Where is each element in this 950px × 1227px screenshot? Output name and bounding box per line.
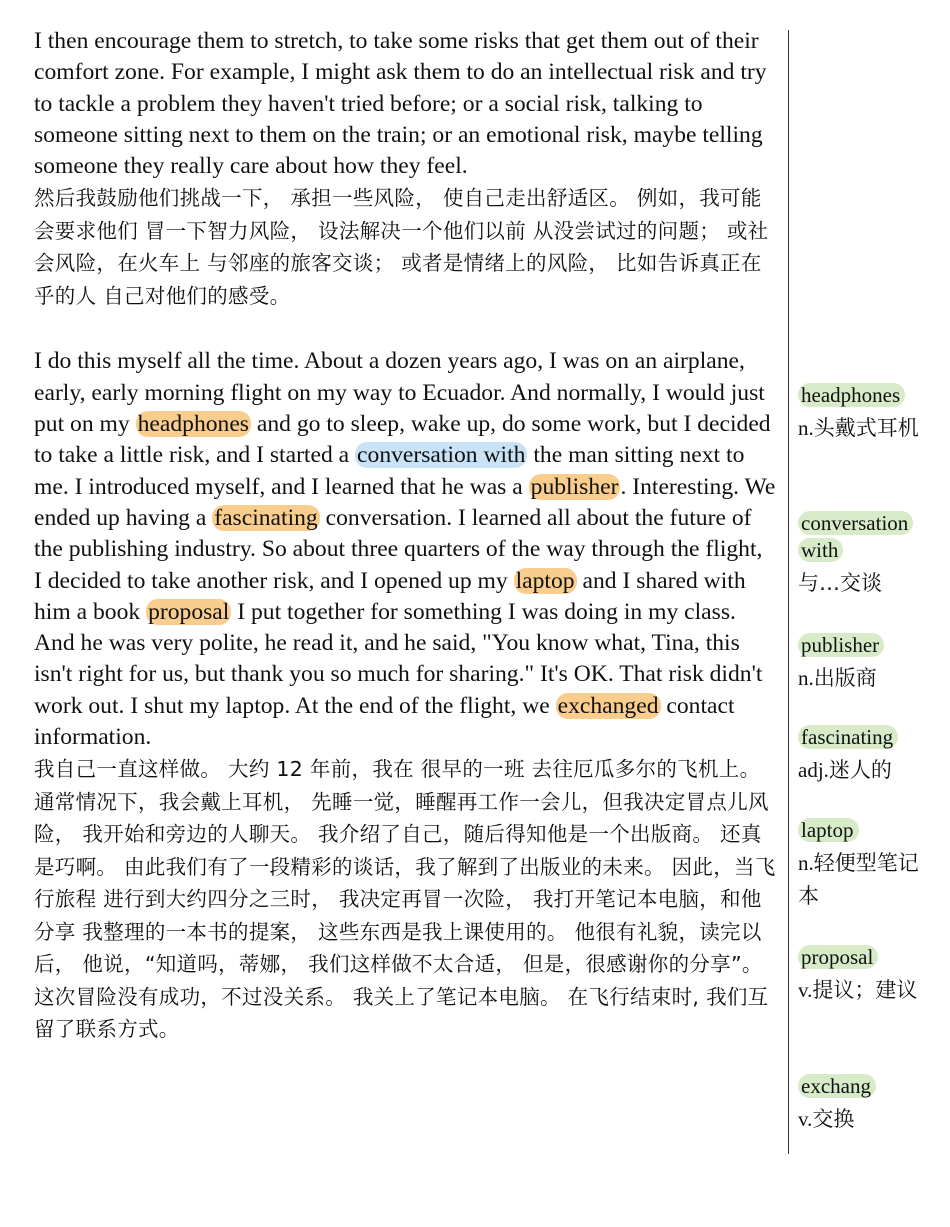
gloss-definition: n.轻便型笔记本 xyxy=(798,851,919,908)
paragraph-2-english xyxy=(34,346,776,753)
phrase-conversation-with[interactable]: conversation with xyxy=(357,442,526,469)
gloss-entry-laptop xyxy=(798,817,938,913)
gloss-definition: v.交换 xyxy=(798,1107,855,1131)
text-run: conversation. I learned all about the future of the publishing industry. So about three quarters of the way through the flight, I decided to take another risk, and I opened up my xyxy=(34,504,763,594)
gloss-definition: v.提议；建议 xyxy=(798,978,918,1002)
gloss-entry-publisher xyxy=(798,632,938,695)
gloss-entry-conversation-with xyxy=(798,510,926,600)
vocab-publisher[interactable]: publisher xyxy=(530,473,619,500)
gloss-definition: n.头戴式耳机 xyxy=(798,416,919,440)
vocab-proposal[interactable]: proposal xyxy=(148,598,230,625)
gloss-entry-proposal xyxy=(798,944,938,1007)
gloss-word[interactable]: headphones xyxy=(798,383,905,407)
text-run: and go to sleep, wake up, do some work, but I decided to take a little risk, and I started a xyxy=(34,411,771,469)
gloss-entry-headphones xyxy=(798,382,938,445)
gloss-definition: n.出版商 xyxy=(798,666,877,690)
gloss-entry-fascinating xyxy=(798,724,938,787)
vocab-headphones[interactable]: headphones xyxy=(137,411,249,438)
vocab-fascinating[interactable]: fascinating xyxy=(214,504,318,531)
gloss-entry-exchang xyxy=(798,1073,938,1136)
paragraph-1-english xyxy=(34,26,776,182)
text-run: I put together for something I was doing in my class. And he was very polite, he read it, and he said, "You know what, Tina, this isn't right for us, but thank you so much for sharing." It's OK. That risk didn't work out. I shut my laptop. At the end of the flight, we xyxy=(34,598,763,719)
vocab-exchanged[interactable]: exchanged xyxy=(557,692,659,719)
gloss-definition: 与…交谈 xyxy=(798,571,882,595)
text-run: I do this myself all the time. About a dozen years ago, I was on an airplane, early, early morning flight on my way to Ecuador. And normally, I would just put on my xyxy=(34,348,765,438)
paragraph-gap xyxy=(34,312,776,346)
text-run: the man sitting next to me. I introduced myself, and I learned that he was a xyxy=(34,442,745,500)
text-run: I then encourage them to stretch, to take some risks that get them out of their comfort zone. For example, I might ask them to do an intellectual risk and try to tackle a problem they haven't tried before; or a social risk, talking to someone sitting next to them on the train; or an emotional risk, maybe telling someone they really care about how they feel. xyxy=(34,28,767,180)
text-run: . Interesting. We ended up having a xyxy=(34,473,776,531)
vocab-laptop[interactable]: laptop xyxy=(515,567,575,594)
gloss-word[interactable]: conversation with xyxy=(798,511,913,562)
gloss-word[interactable]: proposal xyxy=(798,945,878,969)
gloss-word[interactable]: publisher xyxy=(798,633,884,657)
gloss-word[interactable]: exchang xyxy=(798,1074,876,1098)
gloss-definition: adj.迷人的 xyxy=(798,758,892,782)
paragraph-1-chinese: 然后我鼓励他们挑战一下， 承担一些风险， 使自己走出舒适区。 例如，我可能会要求他们 冒一下智力风险， 设法解决一个他们以前 从没尝试过的问题； 或社会风险，在火车上 与邻座的旅客交谈； 或者是情绪上的风险， 比如告诉真正在乎的人 自己对他们的感受。 xyxy=(34,186,769,308)
text-run: contact information. xyxy=(34,692,735,751)
gloss-word[interactable]: laptop xyxy=(798,818,859,842)
paragraph-2-chinese: 我自己一直这样做。 大约 12 年前，我在 很早的一班 去往厄瓜多尔的飞机上。 通常情况下，我会戴上耳机， 先睡一觉，睡醒再工作一会儿，但我决定冒点儿风险， 我开始和旁边的人聊天。 我介绍了自己，随后得知他是一个出版商。 还真是巧啊。 由此我们有了一段精彩的谈话，我了解到了出版业的未来。 因此，当飞行旅程 进行到大约四分之三时， 我决定再冒一次险， 我打开笔记本电脑，和他分享 我整理的一本书的提案， 这些东西是我上课使用的。 他很有礼貌，读完以后， 他说，“知道吗，蒂娜， 我们这样做不太合适， 但是，很感谢你的分享”。 这次冒险没有成功，不过没关系。 我关上了笔记本电脑。 在飞行结束时, 我们互留了联系方式。 xyxy=(34,757,776,1042)
column-divider xyxy=(788,30,789,1154)
gloss-word[interactable]: fascinating xyxy=(798,725,898,749)
article-body xyxy=(34,26,776,1046)
text-run: and I shared with him a book xyxy=(34,567,746,625)
